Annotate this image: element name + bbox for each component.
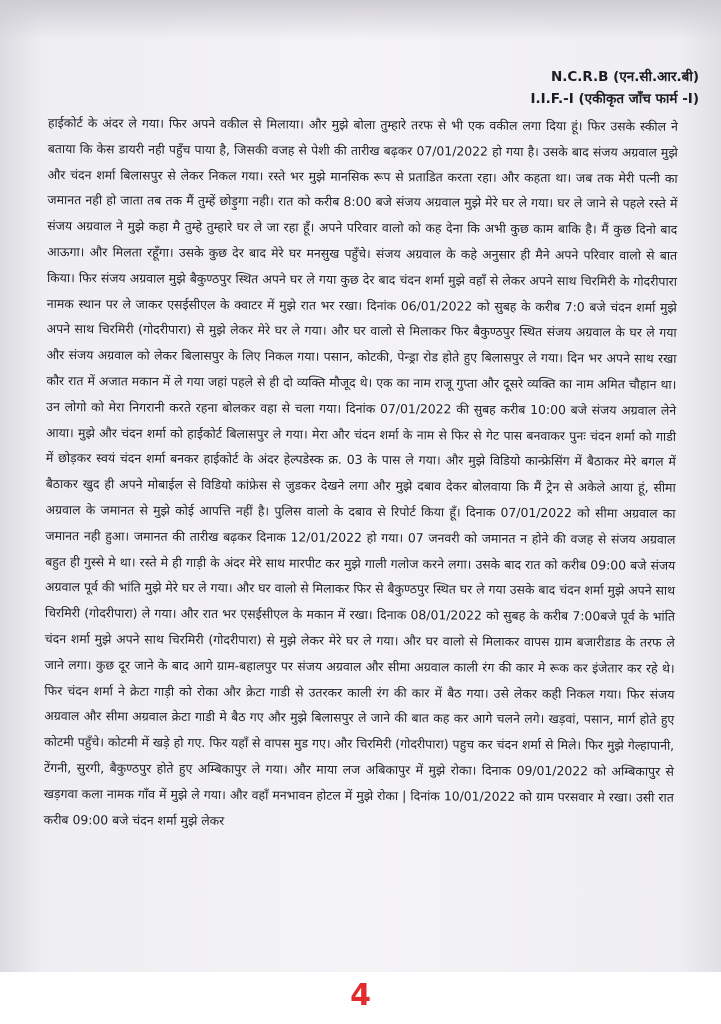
header-ncrb: N.C.R.B (एन.सी.आर.बी) — [550, 69, 699, 85]
scan-shadow — [0, 0, 721, 40]
statement-paragraph: हाईकोर्ट के अंदर ले गया। फिर अपने वकील से मिलाया। और मुझे बोला तुम्हारे तरफ से भी एक वकील लगा दिया हूं। फिर उसके स्कील ने बताया कि केस डायरी नही पहुँच पाया है, जिसकी वजह से पेशी की तारीख बढ़कर 07/01/2022 हो गया है। उसके बाद संजय अग्रवाल मुझे और चंदन शर्मा बिलासपुर से लेकर निकल गया। रस्ते भर मुझे मानसिक रूप से प्रताडित करता रहा। और कहता था। जब तक मेरी पत्नी का जमानत नही हो जाता तब तक मैं तुम्हें छोड़ुगा नही। रात को करीब 8:00 बजे संजय अग्रवाल मुझे मेरे घर ले गया। घर ले जाने से पहले रस्ते में संजय अग्रवाल ने मुझे कहा मै तुम्हे तुम्हारे घर ले जा रहा हूँ। अपने परिवार वालो को कह देना कि अभी कुछ काम बाकि है। मैं कुछ दिनो बाद आऊगा। और मिलता रहूँगा। उसके कुछ देर बाद मेरे घर मनसुख पहुँचे। संजय अग्रवाल के कहे अनुसार ही मैने अपने परिवार वालो से बात किया। फिर संजय अग्रवाल मुझे बैकुण्ठपुर स्थित अपने घर ले गया कुछ देर बाद चंदन शर्मा मुझे वहाँ से लेकर अपने साथ चिरमिरी के गोदरीपारा नामक स्थान पर ले जाकर एसईसीएल के क्वाटर में मुझे रात भर रखा। दिनांक 06/01/2022 को सुबह के करीब 7:0 बजे चंदन शर्मा मुझे अपने साथ चिरमिरी (गोदरीपारा) से मुझे लेकर मेरे घर ले गया। और घर वालो से मिलाकर फिर बैकुण्ठपुर स्थित संजय अग्रवाल के घर ले गया और संजय अग्रवाल को लेकर बिलासपुर के लिए निकल गया। पसान, कोटकी, पेन्ड्रा रोड होते हुए बिलासपुर ले गया। दिन भर अपने साथ रखा कौर रात में अजात मकान में ले गया जहां पहले से ही दो व्यक्ति मौजूद थे। एक का नाम राजू गुप्ता और दूसरे व्यक्ति का नाम अमित चौहान था। उन लोगो को मेरा निगरानी करते रहना बोलकर वहा से चला गया। दिनांक 07/01/2022 की सुबह करीब 10:00 बजे संजय अग्रवाल लेने आया। मुझे और चंदन शर्मा को हाईकोर्ट बिलासपुर ले गया। मेरा और चंदन शर्मा के नाम से फिर से गेट पास बनवाकर पुनः चंदन शर्मा को गाडी में छोड़कर स्वयं चंदन शर्मा बनकर हाईकोर्ट के अंदर हेल्पडेस्क क्र. 03 के पास ले गया। और मुझे विडियो कान्फ्रेसिंग में बैठाकर मेरे बगल में बैठाकर खुद ही अपने मोबाईल से विडियो कांफ्रेस से जुडकर देखने लगा और मुझे दबाव देकर बोलवाया कि मैं ट्रेन से अकेले आया हूं, सीमा अग्रवाल के जमानत से मुझे कोई आपत्ति नहीं है। पुलिस वालो के दबाव से रिपोर्ट किया हूँ। दिनाक 07/01/2022 को सीमा अग्रवाल का जमानत नही हुआ। जमानत की तारीख बढ़कर दिनाक 12/01/2022 हो गया। 07 जनवरी को जमानत न होने की वजह से संजय अग्रवाल बहुत ही गुस्से मे था। रस्ते मे ही गाड़ी के अंदर मेरे साथ मारपीट कर मुझे गाली गलोज करने लगा। उसके बाद रात को करीब 09:00 बजे संजय अग्रवाल पूर्व की भांति मुझे मेरे घर ले गया। और घर वालो से मिलाकर फिर से बैकुण्ठपुर स्थित घर ले गया उसके बाद चंदन शर्मा मुझे अपने साथ चिरमिरी (गोदरीपारा) ले गया। और रात भर एसईसीएल के मकान में रखा। दिनाक 08/01/2022 को सुबह के करीब 7:00बजे पूर्व के भांति चंदन शर्मा मुझे अपने साथ चिरमिरी (गोदरीपारा) से मुझे लेकर मेरे घर ले गया। और घर वालो से मिलाकर वापस ग्राम बजारीडाड के तरफ ले जाने लगा। कुछ दूर जाने के बाद आगे ग्राम-बहालपुर पर संजय अग्रवाल और सीमा अग्रवाल काली रंग की कार मे रूक कर इंजेतार कर रहे थे। फिर चंदन शर्मा ने क्रेटा गाड़ी को रोका और क्रेटा गाडी से उतरकर काली रंग की कार में बैठ गया। उसे लेकर कही निकल गया। फिर संजय अग्रवाल और सीमा अग्रवाल क्रेटा गाडी मे बैठ गए और मुझे बिलासपुर ले जाने की बात कह कर आगे चलने लगे। खड़वां, पसान, मार्ग होते हुए कोटमी पहुँचे। कोटमी में खड़े हो गए. फिर यहाँ से वापस मुड गए। और चिरमिरी (गोदरीपारा) पहुच कर चंदन शर्मा से मिले। फिर मुझे गेल्हापानी, टेंगनी, सुरगी, बैकुण्ठपुर होते हुए अम्बिकापुर ले गया। और माया लज अबिकापुर में मुझे रोका। दिनाक 09/01/2022 को अम्बिकापुर से खड़गवा कला नामक गाँव में मुझे ले गया। और वहाँ मनभावन होटल में मुझे रोका | दिनांक 10/01/2022 को ग्राम परसवार मे रखा। उसी रात करीब 09:00 बजे चंदन शर्मा मुझे लेकर — [43, 114, 678, 828]
header-iif: I.I.F.-I (एकीकृत जाँच फार्म -I) — [530, 91, 699, 107]
page-number: 4 — [350, 978, 371, 1013]
form-header — [530, 66, 699, 110]
statement-body — [44, 110, 678, 836]
